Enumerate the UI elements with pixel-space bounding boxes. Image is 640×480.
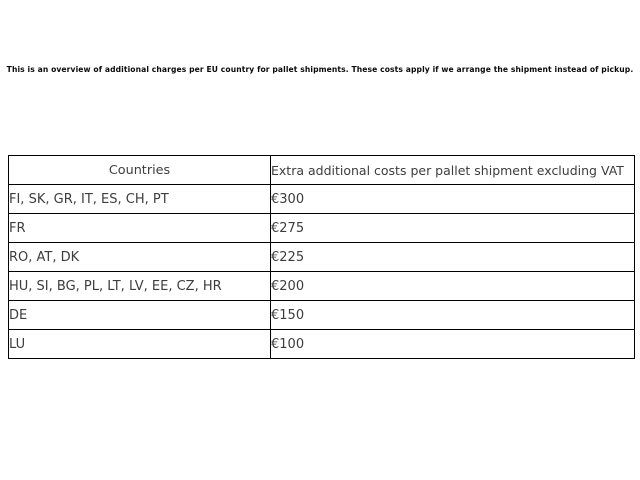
cost-cell: €275 <box>271 214 635 243</box>
countries-cell: FI, SK, GR, IT, ES, CH, PT <box>9 185 271 214</box>
table-row <box>9 272 635 301</box>
countries-cell: LU <box>9 330 271 359</box>
cost-cell: €225 <box>271 243 635 272</box>
table-row <box>9 301 635 330</box>
cost-cell: €200 <box>271 272 635 301</box>
countries-cell: RO, AT, DK <box>9 243 271 272</box>
cost-cell: €300 <box>271 185 635 214</box>
countries-cell: DE <box>9 301 271 330</box>
charges-table <box>8 155 635 359</box>
table-row <box>9 243 635 272</box>
cost-cell: €150 <box>271 301 635 330</box>
column-header-costs: Extra additional costs per pallet shipment excluding VAT <box>271 156 635 185</box>
cost-cell: €100 <box>271 330 635 359</box>
table-row <box>9 185 635 214</box>
countries-cell: FR <box>9 214 271 243</box>
countries-cell: HU, SI, BG, PL, LT, LV, EE, CZ, HR <box>9 272 271 301</box>
table-row <box>9 214 635 243</box>
header-row <box>9 156 635 185</box>
column-header-countries: Countries <box>9 156 271 185</box>
table-row <box>9 330 635 359</box>
intro-text: This is an overview of additional charges per EU country for pallet shipments. These costs apply if we arrange the shipment instead of pickup. <box>6 65 634 74</box>
